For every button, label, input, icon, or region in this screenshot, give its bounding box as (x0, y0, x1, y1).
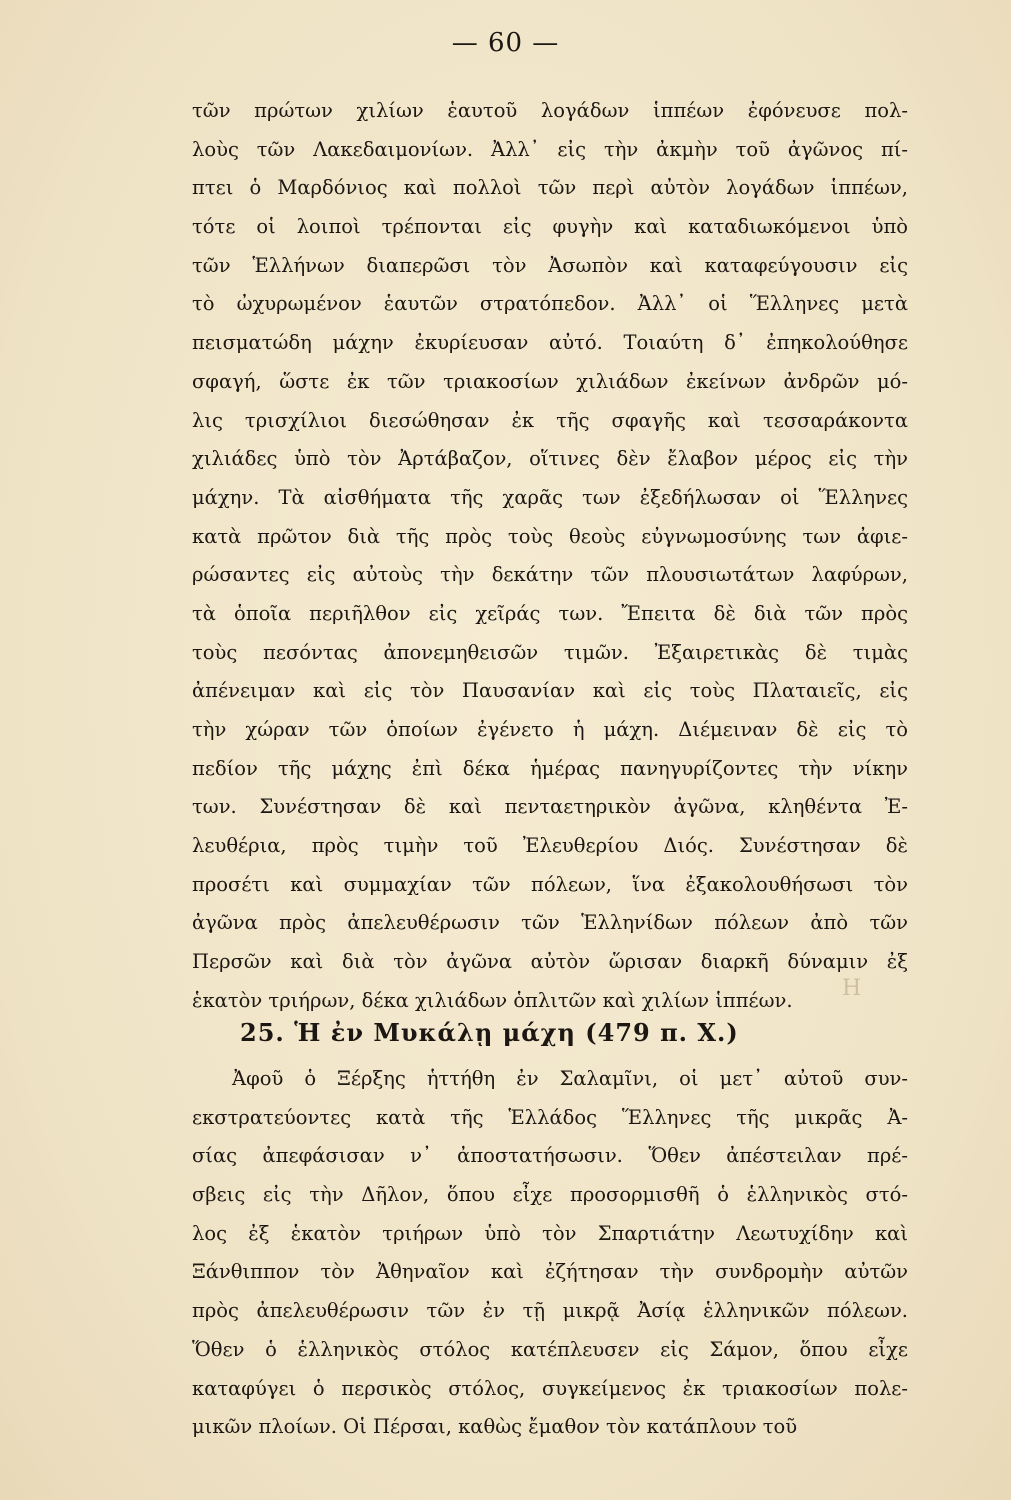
text-line: λις τρισχίλιοι διεσώθησαν ἐκ τῆς σφαγῆς καὶ τεσσαράκοντα (192, 408, 908, 432)
text-line: σφαγή, ὥστε ἐκ τῶν τριακοσίων χιλιάδων ἐκείνων ἀνδρῶν μό- (192, 369, 908, 393)
text-line: τῶν Ἑλλήνων διαπερῶσι τὸν Ἀσωπὸν καὶ καταφεύγουσιν εἰς (192, 253, 908, 277)
text-line: Ἀφοῦ ὁ Ξέρξης ἡττήθη ἐν Σαλαμῖνι, οἱ μετ᾽ αὐτοῦ συν- (232, 1067, 908, 1090)
text-line: τῶν πρώτων χιλίων ἑαυτοῦ λογάδων ἱππέων ἐφόνευσε πολ- (192, 99, 908, 122)
paragraph-continuation (192, 92, 908, 1021)
text-line: μάχην. Τὰ αἰσθήματα τῆς χαρᾶς των ἐξεδήλωσαν οἱ Ἕλληνες (192, 485, 908, 509)
text-line: πεδίον τῆς μάχης ἐπὶ δέκα ἡμέρας πανηγυρίζοντες τὴν νίκην (192, 756, 908, 780)
text-line: σβεις εἰς τὴν Δῆλον, ὅπου εἶχε προσορμισθῆ ὁ ἑλληνικὸς στό- (192, 1183, 908, 1207)
text-line: μικῶν πλοίων. Οἱ Πέρσαι, καθὼς ἔμαθον τὸν κατάπλουν τοῦ (192, 1415, 798, 1439)
text-line: Περσῶν καὶ διὰ τὸν ἀγῶνα αὐτὸν ὥρισαν διαρκῆ δύναμιν ἐξ (192, 950, 908, 974)
text-line: τότε οἱ λοιποὶ τρέπονται εἰς φυγὴν καὶ καταδιωκόμενοι ὑπὸ (192, 215, 908, 239)
text-line: σίας ἀπεφάσισαν ν᾽ ἀποστατήσωσιν. Ὅθεν ἀπέστειλαν πρέ- (192, 1144, 908, 1168)
text-line: τοὺς πεσόντας ἀπονεμηθεισῶν τιμῶν. Ἐξαιρετικὰς δὲ τιμὰς (192, 640, 908, 664)
text-line: προσέτι καὶ συμμαχίαν τῶν πόλεων, ἵνα ἐξακολουθήσωσι τὸν (192, 872, 908, 896)
paragraph-mykale (192, 1060, 908, 1447)
text-line: ρώσαντες εἰς αὐτοὺς τὴν δεκάτην τῶν πλουσιωτάτων λαφύρων, (192, 563, 908, 587)
text-line: τὰ ὁποῖα περιῆλθον εἰς χεῖράς των. Ἔπειτα δὲ διὰ τῶν πρὸς (192, 601, 908, 625)
text-line: τὸ ὠχυρωμένον ἑαυτῶν στρατόπεδον. Ἀλλ᾽ οἱ Ἕλληνες μετὰ (192, 292, 908, 316)
text-line: πτει ὁ Μαρδόνιος καὶ πολλοὶ τῶν περὶ αὐτὸν λογάδων ἱππέων, (192, 176, 908, 200)
text-line: τὴν χώραν τῶν ὁποίων ἐγένετο ἡ μάχη. Διέμειναν δὲ εἰς τὸ (192, 718, 908, 741)
text-line: ἀγῶνα πρὸς ἀπελευθέρωσιν τῶν Ἑλληνίδων πόλεων ἀπὸ τῶν (192, 911, 908, 935)
bleed-through-mark: Η (842, 976, 862, 1001)
section-heading: 25. Ἡ ἐν Μυκάλῃ μάχη (479 π. Χ.) (240, 1018, 739, 1047)
text-line: κατὰ πρῶτον διὰ τῆς πρὸς τοὺς θεοὺς εὐγνωμοσύνης των ἀφιε- (192, 524, 908, 548)
text-line: καταφύγει ὁ περσικὸς στόλος, συγκείμενος ἐκ τριακοσίων πολε- (192, 1376, 908, 1400)
text-line: χιλιάδες ὑπὸ τὸν Ἀρτάβαζον, οἵτινες δὲν ἔλαβον μέρος εἰς τὴν (192, 447, 908, 471)
text-line: πρὸς ἀπελευθέρωσιν τῶν ἐν τῇ μικρᾷ Ἀσίᾳ ἑλληνικῶν πόλεων. (192, 1299, 908, 1323)
page-number: — 60 — (451, 28, 560, 58)
text-line: λοὺς τῶν Λακεδαιμονίων. Ἀλλ᾽ εἰς τὴν ἀκμὴν τοῦ ἀγῶνος πί- (192, 137, 908, 161)
text-line: ἀπένειμαν καὶ εἰς τὸν Παυσανίαν καὶ εἰς τοὺς Πλαταιεῖς, εἰς (192, 679, 908, 703)
text-line: λευθέρια, πρὸς τιμὴν τοῦ Ἐλευθερίου Διός. Συνέστησαν δὲ (192, 834, 908, 858)
text-line: εκστρατεύοντες κατὰ τῆς Ἑλλάδος Ἕλληνες τῆς μικρᾶς Ἀ- (192, 1105, 908, 1129)
text-line: πεισματώδη μάχην ἐκυρίευσαν αὐτό. Τοιαύτη δ᾽ ἐπηκολούθησε (192, 331, 908, 355)
text-line: ἑκατὸν τριήρων, δέκα χιλιάδων ὁπλιτῶν καὶ χιλίων ἱππέων. (192, 988, 793, 1012)
text-line: των. Συνέστησαν δὲ καὶ πενταετηρικὸν ἀγῶνα, κληθέντα Ἐ- (192, 795, 908, 819)
text-line: Ξάνθιππον τὸν Ἀθηναῖον καὶ ἐζήτησαν τὴν συνδρομὴν αὐτῶν (192, 1260, 908, 1284)
text-line: λος ἐξ ἑκατὸν τριήρων ὑπὸ τὸν Σπαρτιάτην Λεωτυχίδην καὶ (192, 1221, 908, 1245)
text-line: Ὅθεν ὁ ἑλληνικὸς στόλος κατέπλευσεν εἰς Σάμον, ὅπου εἶχε (192, 1337, 908, 1361)
